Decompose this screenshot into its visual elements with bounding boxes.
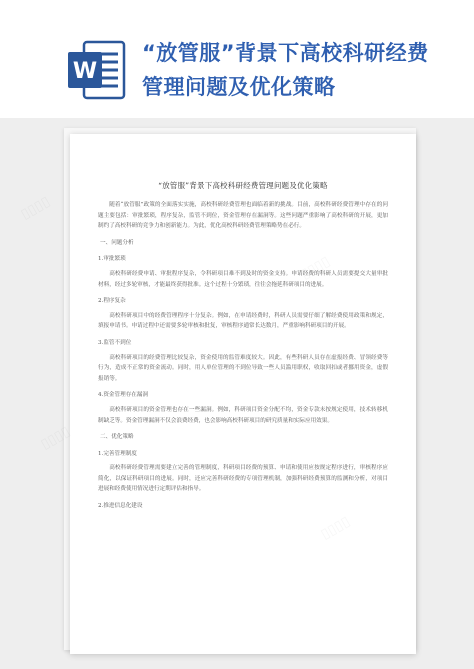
banner-title: “放管服”背景下高校科研经费管理问题及优化策略 [142,41,429,99]
word-document-icon [66,38,126,102]
svg-text:W: W [72,59,98,84]
document-page [70,134,416,654]
section-paragraph: 高校科研经费管理需要建立完善的管理制度，科研项目经费的预算、申请和使用应按规定程序进行，审核程序应简化，以保证科研项目的进展。同时，还应完善科研经费的专项管理机制，加强科研经费预算的监测和分析，对项目进展和经费使用情况进行定期评估和指导。 [98,465,388,493]
subsection-heading: 2.推进信息化建设 [98,503,143,510]
subsection-heading: 1.完善管理制度 [98,450,137,457]
banner [0,0,474,118]
subsection-heading: 3.监管不到位 [98,339,132,346]
subsection-heading: 1.审批繁琐 [98,256,126,263]
section-paragraph: 高校科研项目中的经费管理程序十分复杂。例如，在申请经费时，科研人员需要仔细了解经费使用政策和规定，填报申请书。申请过程中还需要多轮审核和批复，审核程序通常长达数月，严重影响科研项目的开展。 [98,312,388,330]
section-heading: 二、优化策略 [100,434,134,441]
section-heading: 一、问题分析 [100,239,134,246]
subsection-heading: 2.程序复杂 [98,298,126,305]
section-paragraph: 高校科研项目的资金管理也存在一些漏洞。例如，科研项目资金分配不均，资金专款未按规定使用，技术转移机制缺乏等。资金管理漏洞不仅会浪费经费，也会影响高校科研项目的研究质量和实际应用效果。 [98,406,388,424]
section-paragraph: 高校科研经费申请、审批程序复杂，令科研项目难不到及时的资金支持。申请经费的科研人员需要提交大量审批材料，经过多轮审核，才能最终获得批准。这个过程十分繁琐，往往会拖延科研项目的进展。 [98,270,388,288]
intro-paragraph: 随着“放管服”政策的全面落实实施，高校科研经费管理也面临着新的挑战。目前，高校科研经费管理中存在的问题主要包括：审批繁琐，程序复杂，监管不到位，资金管理存在漏洞等。这些问题严重影响了高校科研的开展，更加制约了高校科研的竞争力和创新能力。为此，优化高校科研经费管理策略势在必行。 [98,202,388,230]
document-title: “放管服”背景下高校科研经费管理问题及优化策略 [158,181,328,190]
subsection-heading: 4.资金管理存在漏洞 [98,392,149,399]
section-paragraph: 高校科研项目的经费管理比较复杂，资金使用的监管难度较大。因此，有些科研人员存在虚报经费、冒领经费等行为，造成不正常的资金流动。同时，用人单位管理的不到位导致一些人员滥用职权，收取回扣或者挪用资金，虚假报销等。 [98,354,388,382]
